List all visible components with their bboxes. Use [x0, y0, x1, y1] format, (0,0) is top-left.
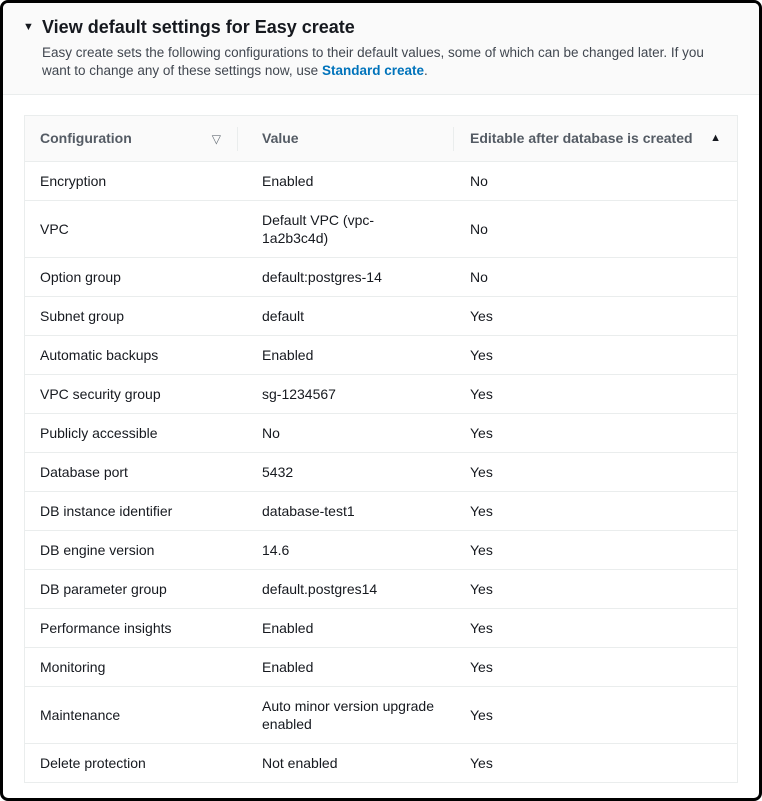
- configuration-cell: DB parameter group: [25, 570, 237, 609]
- sort-ascending-icon[interactable]: ▲: [710, 132, 721, 144]
- value-cell: Default VPC (vpc-1a2b3c4d): [237, 201, 453, 258]
- configuration-cell: DB engine version: [25, 531, 237, 570]
- table-row: [25, 492, 737, 531]
- configuration-cell: Subnet group: [25, 297, 237, 336]
- caret-down-icon: ▼: [23, 20, 34, 33]
- configuration-cell: Performance insights: [25, 609, 237, 648]
- column-label-value: Value: [262, 130, 299, 146]
- table-body: [25, 162, 737, 783]
- configuration-cell: Publicly accessible: [25, 414, 237, 453]
- configuration-cell: Automatic backups: [25, 336, 237, 375]
- table-row: [25, 375, 737, 414]
- value-cell: Auto minor version upgrade enabled: [237, 687, 453, 744]
- editable-cell: Yes: [453, 570, 737, 609]
- editable-cell: Yes: [453, 375, 737, 414]
- value-cell: sg-1234567: [237, 375, 453, 414]
- table-row: [25, 531, 737, 570]
- configuration-cell: Delete protection: [25, 744, 237, 783]
- column-header-value[interactable]: [237, 116, 453, 162]
- settings-table: [25, 116, 737, 782]
- configuration-cell: Maintenance: [25, 687, 237, 744]
- table-row: [25, 687, 737, 744]
- panel-description: [42, 44, 735, 80]
- easy-create-defaults-panel: [3, 3, 759, 95]
- column-header-editable[interactable]: [453, 116, 737, 162]
- value-cell: database-test1: [237, 492, 453, 531]
- table-row: [25, 570, 737, 609]
- table-row: [25, 336, 737, 375]
- configuration-cell: Monitoring: [25, 648, 237, 687]
- value-cell: Not enabled: [237, 744, 453, 783]
- editable-cell: Yes: [453, 531, 737, 570]
- editable-cell: Yes: [453, 414, 737, 453]
- column-label-configuration: Configuration: [40, 130, 132, 146]
- column-label-editable: Editable after database is created: [470, 130, 693, 146]
- table-row: [25, 453, 737, 492]
- configuration-cell: DB instance identifier: [25, 492, 237, 531]
- table-row: [25, 414, 737, 453]
- standard-create-link[interactable]: Standard create: [321, 63, 424, 78]
- configuration-cell: Database port: [25, 453, 237, 492]
- expander-toggle[interactable]: [23, 16, 735, 38]
- value-cell: Enabled: [237, 648, 453, 687]
- table-row: [25, 648, 737, 687]
- table-row: [25, 201, 737, 258]
- description-period: .: [423, 63, 428, 78]
- configuration-cell: Encryption: [25, 162, 237, 201]
- value-cell: default:postgres-14: [237, 258, 453, 297]
- table-row: [25, 297, 737, 336]
- editable-cell: Yes: [453, 609, 737, 648]
- table-row: [25, 609, 737, 648]
- editable-cell: No: [453, 201, 737, 258]
- table-header-row: [25, 116, 737, 162]
- editable-cell: No: [453, 258, 737, 297]
- panel-title: View default settings for Easy create: [42, 17, 355, 37]
- configuration-cell: Option group: [25, 258, 237, 297]
- value-cell: default.postgres14: [237, 570, 453, 609]
- value-cell: 5432: [237, 453, 453, 492]
- description-text: Easy create sets the following configurations to their default values, some of which can be changed later. If you want to change any of these settings now, use: [42, 45, 704, 78]
- configuration-cell: VPC security group: [25, 375, 237, 414]
- sort-descending-icon[interactable]: ▽: [211, 131, 221, 146]
- editable-cell: No: [453, 162, 737, 201]
- editable-cell: Yes: [453, 744, 737, 783]
- configuration-cell: VPC: [25, 201, 237, 258]
- editable-cell: Yes: [453, 453, 737, 492]
- value-cell: Enabled: [237, 336, 453, 375]
- value-cell: Enabled: [237, 609, 453, 648]
- value-cell: No: [237, 414, 453, 453]
- editable-cell: Yes: [453, 492, 737, 531]
- table-row: [25, 162, 737, 201]
- table-row: [25, 258, 737, 297]
- column-header-configuration[interactable]: [25, 116, 237, 162]
- settings-table-container: [24, 115, 738, 783]
- value-cell: default: [237, 297, 453, 336]
- editable-cell: Yes: [453, 336, 737, 375]
- value-cell: Enabled: [237, 162, 453, 201]
- table-row: [25, 744, 737, 783]
- editable-cell: Yes: [453, 648, 737, 687]
- editable-cell: Yes: [453, 687, 737, 744]
- value-cell: 14.6: [237, 531, 453, 570]
- editable-cell: Yes: [453, 297, 737, 336]
